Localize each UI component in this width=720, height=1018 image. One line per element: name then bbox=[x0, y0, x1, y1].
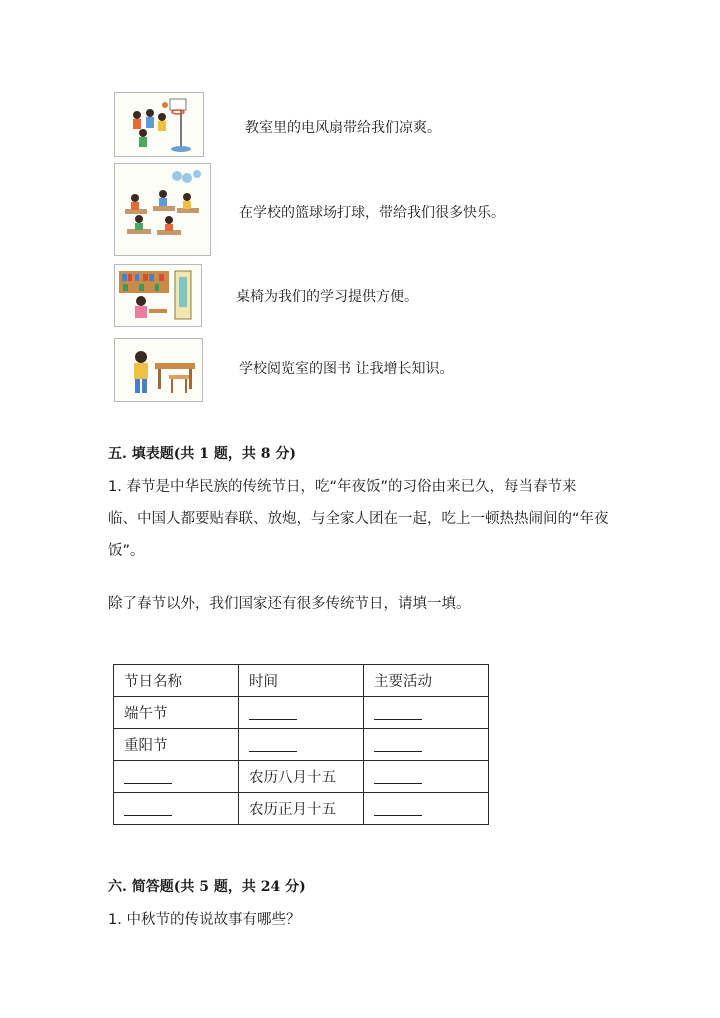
picture-desk-chair bbox=[114, 338, 203, 402]
fill-in-blank[interactable] bbox=[374, 769, 422, 784]
match-text-1: 教室里的电风扇带给我们凉爽。 bbox=[245, 120, 441, 136]
section5-title: 五. 填表题(共 1 题，共 8 分) bbox=[108, 446, 296, 462]
blank-cell[interactable] bbox=[364, 793, 489, 825]
table-header-row bbox=[114, 665, 489, 697]
section5-q1-line1: 1. 春节是中华民族的传统节日，吃“年夜饭”的习俗由来已久，每当春节来 bbox=[108, 479, 577, 495]
fill-in-blank[interactable] bbox=[374, 705, 422, 720]
fill-in-blank[interactable] bbox=[124, 801, 172, 816]
table-row bbox=[114, 729, 489, 761]
fill-in-blank[interactable] bbox=[249, 737, 297, 752]
blank-cell[interactable] bbox=[239, 729, 364, 761]
blank-cell[interactable] bbox=[114, 761, 239, 793]
fill-in-blank[interactable] bbox=[249, 705, 297, 720]
fill-in-blank[interactable] bbox=[374, 737, 422, 752]
children-playing-basketball-icon bbox=[115, 93, 203, 156]
table-row bbox=[114, 793, 489, 825]
section5-q1-line3: 饭”。 bbox=[108, 543, 145, 559]
picture-reading-room bbox=[114, 264, 202, 327]
classroom-desks-fan-icon bbox=[115, 164, 210, 255]
section6-title: 六. 简答题(共 5 题，共 24 分) bbox=[108, 879, 306, 895]
table-header-cell: 时间 bbox=[239, 665, 364, 697]
section6-q1: 1. 中秋节的传说故事有哪些？ bbox=[108, 912, 301, 928]
fill-in-blank[interactable] bbox=[124, 769, 172, 784]
section5-instruction: 除了春节以外，我们国家还有很多传统节日，请填一填。 bbox=[108, 596, 471, 612]
table-header-cell: 主要活动 bbox=[364, 665, 489, 697]
picture-basketball bbox=[114, 92, 204, 157]
match-text-3: 桌椅为我们的学习提供方便。 bbox=[236, 289, 418, 305]
table-row bbox=[114, 761, 489, 793]
fill-in-blank[interactable] bbox=[374, 801, 422, 816]
table-header-cell: 节日名称 bbox=[114, 665, 239, 697]
blank-cell[interactable] bbox=[364, 761, 489, 793]
table-cell: 农历正月十五 bbox=[239, 793, 364, 825]
match-text-4: 学校阅览室的图书 让我增长知识。 bbox=[239, 361, 454, 377]
table-cell: 端午节 bbox=[114, 697, 239, 729]
picture-classroom bbox=[114, 163, 211, 256]
blank-cell[interactable] bbox=[364, 729, 489, 761]
section5-q1-line2: 临、中国人都要贴春联、放炮，与全家人团在一起，吃上一顿热热闹间的“年夜 bbox=[108, 511, 609, 527]
child-with-desk-chair-icon bbox=[115, 339, 202, 401]
festival-table bbox=[113, 664, 489, 825]
table-cell: 农历八月十五 bbox=[239, 761, 364, 793]
reading-room-bookshelf-icon bbox=[115, 265, 201, 326]
table-cell: 重阳节 bbox=[114, 729, 239, 761]
table-row bbox=[114, 697, 489, 729]
blank-cell[interactable] bbox=[114, 793, 239, 825]
blank-cell[interactable] bbox=[239, 697, 364, 729]
match-text-2: 在学校的篮球场打球，带给我们很多快乐。 bbox=[239, 205, 505, 221]
blank-cell[interactable] bbox=[364, 697, 489, 729]
